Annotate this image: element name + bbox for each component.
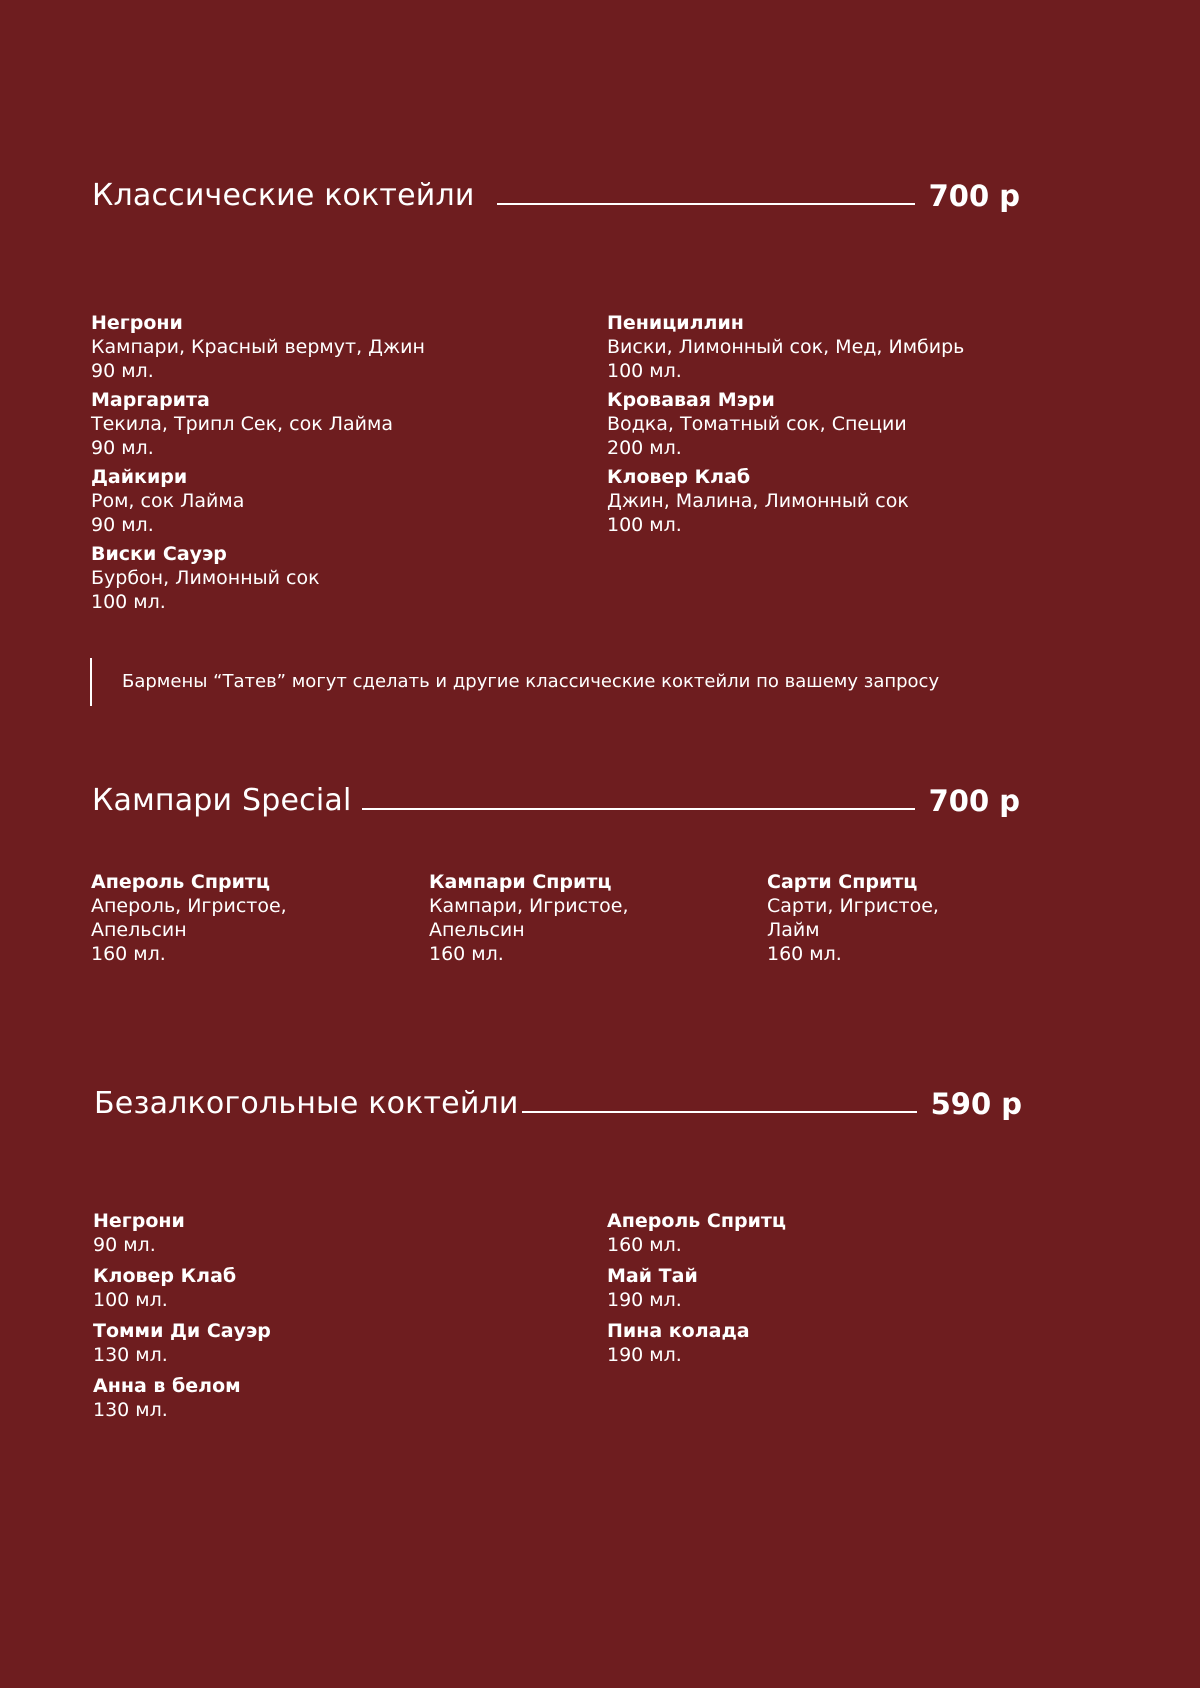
item-ingredients-line: Апельсин <box>429 919 525 941</box>
item-volume: 200 мл. <box>607 437 682 459</box>
section-classic-header <box>92 176 1020 226</box>
item-name: Анна в белом <box>93 1375 241 1397</box>
item-volume: 130 мл. <box>93 1399 168 1421</box>
menu-item <box>767 870 1097 966</box>
item-name: Май Тай <box>607 1265 698 1287</box>
item-ingredients: Бурбон, Лимонный сок <box>91 567 320 589</box>
item-name: Негрони <box>91 312 183 334</box>
item-volume: 160 мл. <box>91 943 166 965</box>
item-volume: 160 мл. <box>767 943 842 965</box>
item-volume: 130 мл. <box>93 1344 168 1366</box>
item-name: Кловер Клаб <box>93 1265 237 1287</box>
item-name: Сарти Спритц <box>767 871 918 893</box>
item-ingredients: Текила, Трипл Сек, сок Лайма <box>91 413 393 435</box>
section-title: Классические коктейли <box>92 178 475 213</box>
item-ingredients: Водка, Томатный сок, Специи <box>607 413 907 435</box>
item-volume: 160 мл. <box>607 1234 682 1256</box>
section-campari-header <box>92 781 1020 831</box>
item-volume: 100 мл. <box>93 1289 168 1311</box>
menu-item <box>607 311 1087 383</box>
item-name: Негрони <box>93 1210 185 1232</box>
item-name: Апероль Спритц <box>607 1210 786 1232</box>
item-ingredients-line: Апероль, Игристое, <box>91 895 287 917</box>
item-ingredients: Виски, Лимонный сок, Мед, Имбирь <box>607 336 965 358</box>
item-name: Кампари Спритц <box>429 871 612 893</box>
menu-item <box>93 1374 573 1422</box>
item-volume: 90 мл. <box>93 1234 156 1256</box>
item-volume: 190 мл. <box>607 1344 682 1366</box>
section-divider-line <box>497 203 915 205</box>
menu-item <box>607 465 1087 537</box>
item-ingredients: Джин, Малина, Лимонный сок <box>607 490 909 512</box>
section-nonalcoholic-header <box>92 1084 1020 1134</box>
section-price: 590 р <box>930 1087 1022 1121</box>
menu-item <box>91 542 571 614</box>
menu-item <box>93 1319 573 1367</box>
section-title: Безалкогольные коктейли <box>94 1086 519 1121</box>
item-name: Пина колада <box>607 1320 750 1342</box>
menu-item <box>429 870 759 966</box>
section-divider-line <box>362 808 915 810</box>
item-volume: 90 мл. <box>91 437 154 459</box>
menu-item <box>607 1264 1087 1312</box>
menu-item <box>91 870 421 966</box>
item-name: Кловер Клаб <box>607 466 751 488</box>
item-name: Кровавая Мэри <box>607 389 775 411</box>
item-name: Пенициллин <box>607 312 744 334</box>
section-price: 700 р <box>928 179 1020 213</box>
item-ingredients-line: Сарти, Игристое, <box>767 895 939 917</box>
menu-column-3 <box>767 870 1097 966</box>
menu-item <box>93 1209 573 1257</box>
menu-item <box>91 311 571 383</box>
menu-column-right <box>607 311 1087 537</box>
menu-item <box>607 388 1087 460</box>
menu-item <box>607 1319 1087 1367</box>
item-volume: 90 мл. <box>91 514 154 536</box>
menu-item <box>607 1209 1087 1257</box>
item-volume: 100 мл. <box>91 591 166 613</box>
menu-column-right <box>607 1209 1087 1367</box>
section-divider-line <box>522 1111 917 1113</box>
item-ingredients: Ром, сок Лайма <box>91 490 245 512</box>
bartender-note: Бармены “Татев” могут сделать и другие классические коктейли по вашему запросу <box>90 658 939 706</box>
item-ingredients-line: Кампари, Игристое, <box>429 895 629 917</box>
menu-item <box>93 1264 573 1312</box>
item-name: Дайкири <box>91 466 188 488</box>
section-title: Кампари Special <box>92 783 352 818</box>
menu-column-2 <box>429 870 759 966</box>
item-ingredients-line: Апельсин <box>91 919 187 941</box>
item-volume: 160 мл. <box>429 943 504 965</box>
menu-item <box>91 465 571 537</box>
item-volume: 100 мл. <box>607 514 682 536</box>
item-name: Виски Сауэр <box>91 543 227 565</box>
item-name: Апероль Спритц <box>91 871 270 893</box>
item-name: Томми Ди Сауэр <box>93 1320 271 1342</box>
menu-column-left <box>93 1209 573 1422</box>
menu-column-left <box>91 311 571 614</box>
item-name: Маргарита <box>91 389 210 411</box>
section-price: 700 р <box>928 784 1020 818</box>
menu-column-1 <box>91 870 421 966</box>
item-ingredients-line: Лайм <box>767 919 820 941</box>
menu-item <box>91 388 571 460</box>
item-volume: 100 мл. <box>607 360 682 382</box>
item-volume: 190 мл. <box>607 1289 682 1311</box>
item-volume: 90 мл. <box>91 360 154 382</box>
item-ingredients: Кампари, Красный вермут, Джин <box>91 336 425 358</box>
